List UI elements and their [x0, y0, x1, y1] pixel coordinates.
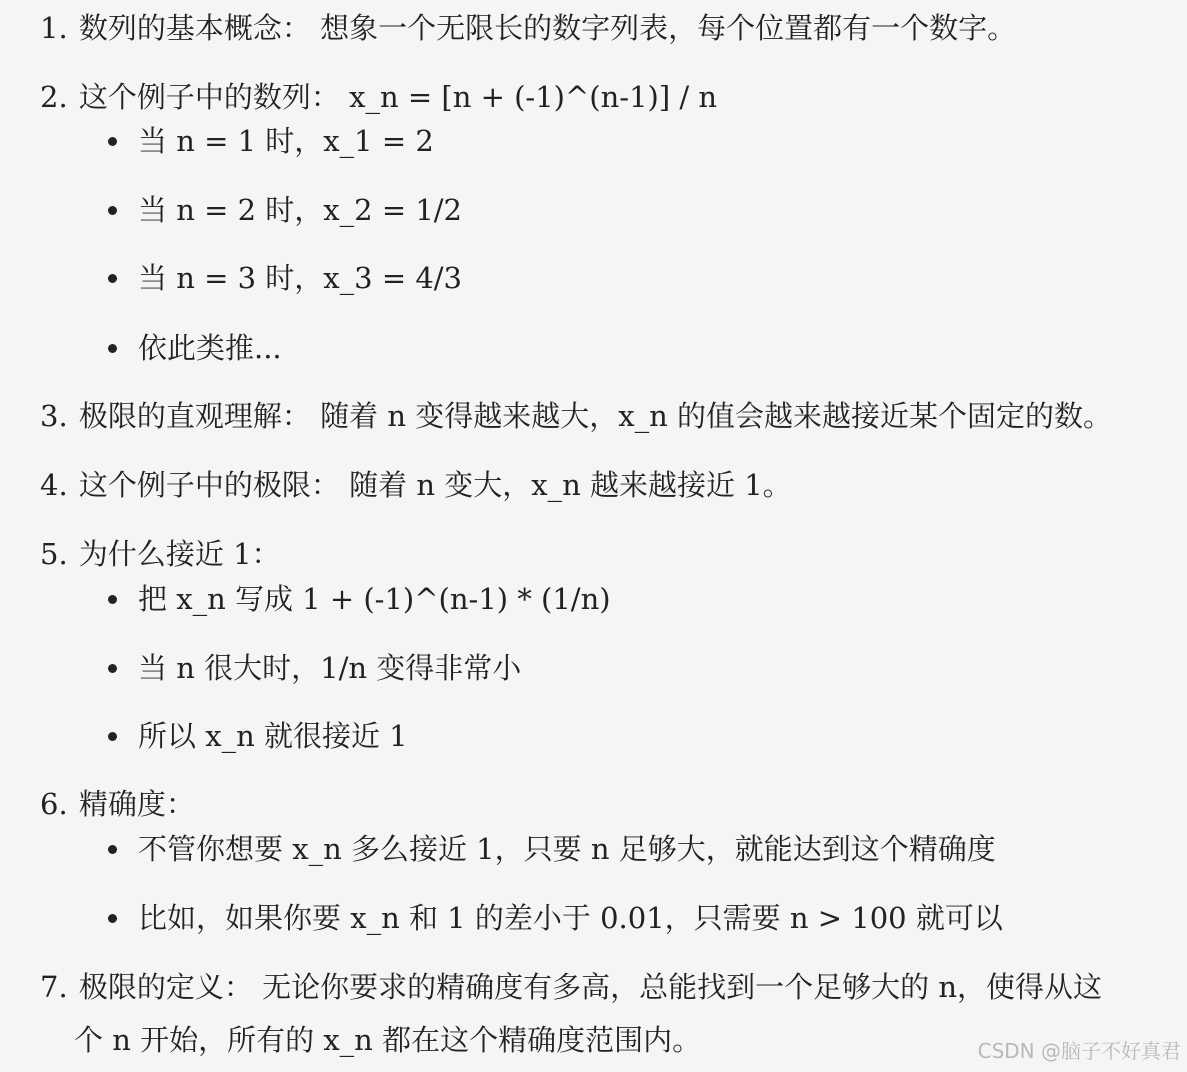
bullet-dot: [108, 137, 117, 146]
bullet-text: 把 x_n 写成 1 + (-1)^(n-1) * (1/n): [138, 582, 611, 616]
bullet-text: 依此类推...: [138, 331, 282, 365]
bullet-item: [138, 651, 521, 685]
list-item-text: 数列的基本概念： 想象一个无限长的数字列表，每个位置都有一个数字。: [78, 11, 1017, 45]
bullet-item: [138, 261, 462, 295]
bullet-dot: [108, 732, 117, 741]
list-item-text: 极限的定义： 无论你要求的精确度有多高，总能找到一个足够大的 n，使得从这: [78, 970, 1103, 1004]
list-number: 1.: [40, 11, 68, 45]
list-number: 6.: [40, 787, 68, 821]
list-item-text: 为什么接近 1：: [78, 537, 281, 571]
bullet-item: [138, 331, 282, 365]
list-number: 2.: [40, 80, 68, 114]
list-number: 3.: [40, 399, 68, 433]
bullet-item: [138, 719, 408, 753]
list-item-text: 这个例子中的极限： 随着 n 变大，x_n 越来越接近 1。: [78, 468, 792, 502]
bullet-text: 当 n = 3 时，x_3 = 4/3: [138, 261, 463, 295]
list-item-text: 精确度：: [78, 787, 195, 821]
bullet-text: 当 n = 2 时，x_2 = 1/2: [138, 193, 463, 227]
bullet-item: [138, 193, 462, 227]
list-item-text: 极限的直观理解： 随着 n 变得越来越大，x_n 的值会越来越接近某个固定的数。: [78, 399, 1112, 433]
list-item-7: [40, 970, 1102, 1004]
list-item-5: [40, 537, 281, 571]
list-number: 7.: [40, 970, 68, 1004]
bullet-text: 比如，如果你要 x_n 和 1 的差小于 0.01，只需要 n > 100 就可以: [138, 901, 1003, 935]
list-item-2: [40, 80, 717, 114]
bullet-text: 所以 x_n 就很接近 1: [138, 719, 408, 753]
list-item-7-continuation: [74, 1023, 701, 1057]
list-item-text: 个 n 开始，所有的 x_n 都在这个精确度范围内。: [74, 1023, 702, 1057]
bullet-text: 当 n = 1 时，x_1 = 2: [138, 124, 434, 158]
list-item-1: [40, 11, 1016, 45]
bullet-dot: [108, 274, 117, 283]
bullet-item: [138, 124, 434, 158]
watermark: CSDN @脑子不好真君: [977, 1039, 1181, 1063]
bullet-item: [138, 832, 996, 866]
list-item-4: [40, 468, 792, 502]
bullet-dot: [108, 664, 117, 673]
list-item-3: [40, 399, 1112, 433]
bullet-dot: [108, 344, 117, 353]
bullet-text: 不管你想要 x_n 多么接近 1，只要 n 足够大，就能达到这个精确度: [138, 832, 996, 866]
list-number: 5.: [40, 537, 68, 571]
bullet-item: [138, 901, 1003, 935]
bullet-item: [138, 582, 611, 616]
list-number: 4.: [40, 468, 68, 502]
bullet-text: 当 n 很大时，1/n 变得非常小: [138, 651, 522, 685]
bullet-dot: [108, 206, 117, 215]
list-item-6: [40, 787, 195, 821]
bullet-dot: [108, 914, 117, 923]
bullet-dot: [108, 845, 117, 854]
list-item-text: 这个例子中的数列： x_n = [n + (-1)^(n-1)] / n: [78, 80, 718, 114]
bullet-dot: [108, 595, 117, 604]
